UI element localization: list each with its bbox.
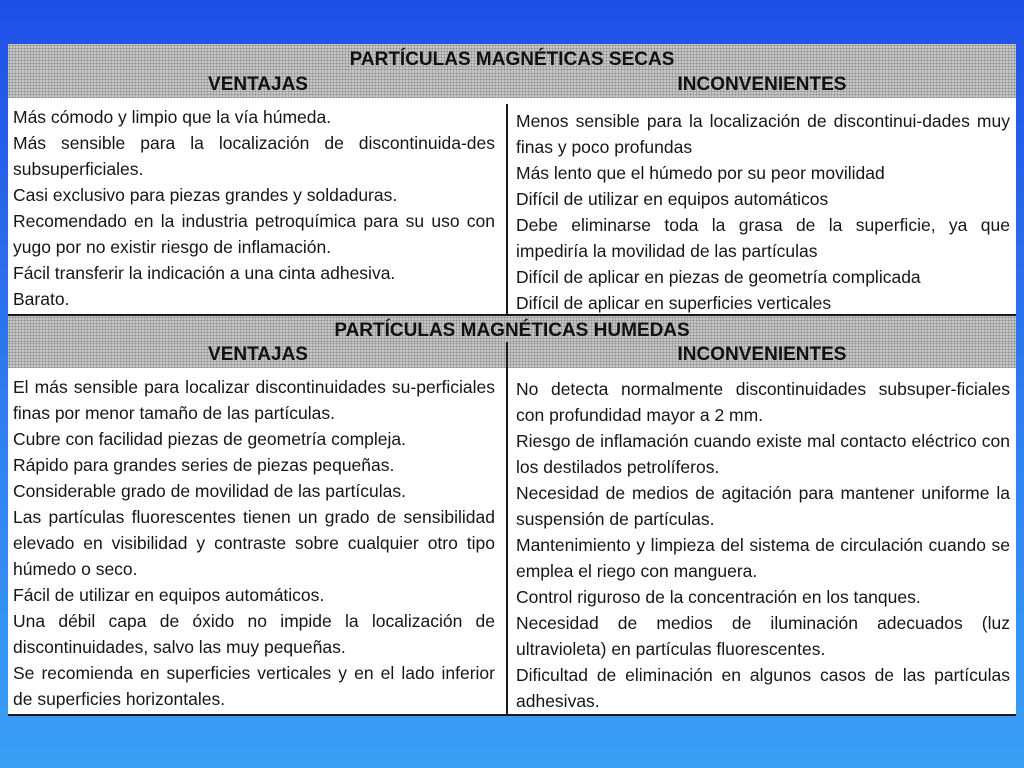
list-item: Más sensible para la localización de discontinuida-des subsuperficiales.: [13, 133, 495, 179]
list-item: Necesidad de medios de iluminación adecuados (luz ultravioleta) en partículas fluorescentes.: [516, 613, 1010, 659]
comparison-table: [8, 44, 1016, 716]
list-item: Más cómodo y limpio que la vía húmeda.: [13, 107, 332, 127]
ventajas-list-humedas: [13, 374, 495, 712]
list-item: Fácil transferir la indicación a una cinta adhesiva.: [13, 263, 396, 283]
list-item: Debe eliminarse toda la grasa de la superficie, ya que impediría la movilidad de las partículas: [516, 215, 1010, 261]
column-divider: [506, 104, 508, 314]
header-row-humedas: [8, 342, 1016, 368]
column-divider: [506, 342, 508, 716]
header-row-secas: [8, 72, 1016, 98]
list-item: Barato.: [13, 289, 70, 309]
list-item: Más lento que el húmedo por su peor movilidad: [516, 163, 885, 183]
table-bottom-border: [8, 714, 1016, 716]
section-title-humedas: PARTÍCULAS MAGNÉTICAS HUMEDAS: [8, 316, 1016, 342]
list-item: Casi exclusivo para piezas grandes y soldaduras.: [13, 185, 398, 205]
inconvenientes-header-secas: INCONVENIENTES: [677, 74, 847, 95]
ventajas-header-secas: VENTAJAS: [208, 74, 308, 95]
list-item: Necesidad de medios de agitación para mantener uniforme la suspensión de partículas.: [516, 483, 1010, 529]
ventajas-header-humedas: VENTAJAS: [208, 344, 308, 365]
list-item: Considerable grado de movilidad de las partículas.: [13, 481, 407, 501]
section-title-secas: PARTÍCULAS MAGNÉTICAS SECAS: [8, 44, 1016, 72]
list-item: Una débil capa de óxido no impide la localización de discontinuidades, salvo las muy pequeñas.: [13, 611, 495, 657]
inconvenientes-list-secas: [516, 108, 1010, 316]
list-item: Rápido para grandes series de piezas pequeñas.: [13, 455, 395, 475]
list-item: Control riguroso de la concentración en los tanques.: [516, 587, 921, 607]
list-item: Fácil de utilizar en equipos automáticos.: [13, 585, 325, 605]
list-item: El más sensible para localizar discontinuidades su-perficiales finas por menor tamaño de las partículas.: [13, 377, 495, 423]
list-item: Difícil de aplicar en superficies verticales: [516, 293, 832, 313]
inconvenientes-list-humedas: [516, 376, 1010, 714]
ventajas-list-secas: [13, 104, 495, 312]
list-item: Riesgo de inflamación cuando existe mal contacto eléctrico con los destilados petrolíferos.: [516, 431, 1010, 477]
list-item: Menos sensible para la localización de discontinui-dades muy finas y poco profundas: [516, 111, 1010, 157]
inconvenientes-header-humedas: INCONVENIENTES: [677, 344, 847, 365]
list-item: Las partículas fluorescentes tienen un grado de sensibilidad elevado en visibilidad y contraste sobre cualquier otro tipo húmedo o seco.: [13, 507, 495, 579]
list-item: Se recomienda en superficies verticales y en el lado inferior de superficies horizontales.: [13, 663, 495, 709]
list-item: Cubre con facilidad piezas de geometría compleja.: [13, 429, 406, 449]
list-item: Dificultad de eliminación en algunos casos de las partículas adhesivas.: [516, 665, 1010, 711]
list-item: Difícil de aplicar en piezas de geometría complicada: [516, 267, 921, 287]
list-item: Mantenimiento y limpieza del sistema de circulación cuando se emplea el riego con manguera.: [516, 535, 1010, 581]
list-item: Difícil de utilizar en equipos automáticos: [516, 189, 829, 209]
list-item: No detecta normalmente discontinuidades subsuper-ficiales con profundidad mayor a 2 mm.: [516, 379, 1010, 425]
list-item: Recomendado en la industria petroquímica para su uso con yugo por no existir riesgo de inflamación.: [13, 211, 495, 257]
